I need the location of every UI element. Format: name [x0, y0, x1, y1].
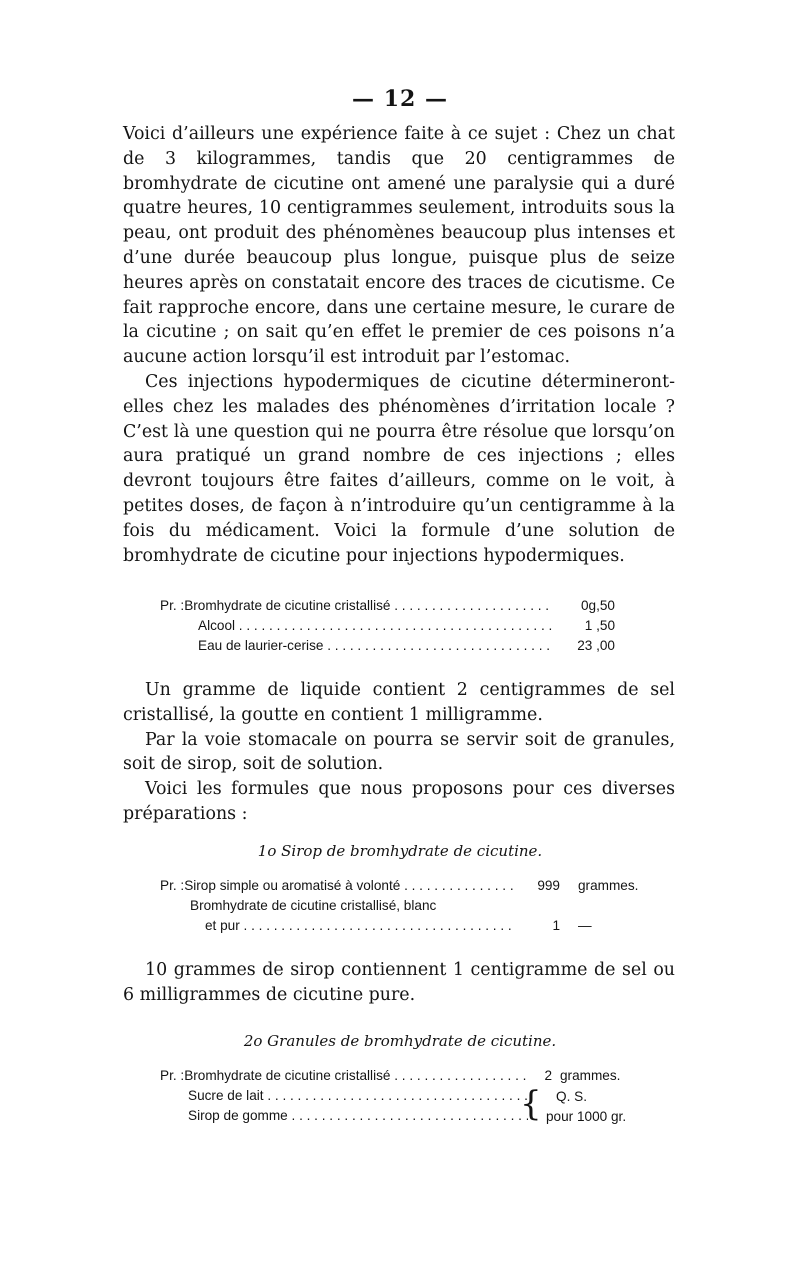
ingredient-unit: grammes.	[560, 1068, 621, 1083]
brace-quantities	[546, 1087, 641, 1127]
ingredient-unit: —	[578, 918, 592, 933]
ingredient-name: Sirop de gomme . . .	[188, 1106, 528, 1126]
formula-prefix: Pr. :	[160, 878, 185, 893]
ingredient-quantity: 1 ,50	[584, 618, 615, 633]
paragraph-formulas-intro: Voici les formules que nous proposons pour ces diverses préparations :	[123, 779, 675, 824]
paragraph-injections: Ces injections hypodermiques de cicutine détermineront-elles chez les malades des phénomènes d’irritation locale ? C’est là une question qui ne pourra être résolue que lorsqu’on aura pratiqué un grand nombre de ces injections ; elles devront toujours être faites d’ailleurs, comme on le voit, à petites doses, de façon à n’introduire qu’un centigramme à la fois du médicament. Voici la formule d’une solution de bromhydrate de cicutine pour injections hypodermiques.	[123, 371, 675, 566]
ingredient-name: Bromhydrate de cicutine cristallisé . . .	[184, 596, 553, 616]
ingredient-name: Bromhydrate de cicutine cristallisé, blanc	[190, 898, 437, 913]
ingredient-name: et pur . . .	[205, 916, 516, 936]
ingredient-name: Sucre de lait . . .	[188, 1086, 528, 1106]
brace-symbol: {	[520, 1084, 542, 1124]
paragraph-syrup-content: 10 grammes de sirop contiennent 1 centigramme de sel ou 6 milligrammes de cicutine pure.	[123, 960, 675, 1005]
heading-sirop: 1o Sirop de bromhydrate de cicutine.	[257, 842, 543, 860]
brace-line: Q. S.	[556, 1089, 587, 1104]
formula-prefix: Pr. :	[160, 1068, 185, 1083]
ingredient-name: Eau de laurier-cerise . . .	[198, 636, 553, 656]
ingredient-name: Alcool . . .	[198, 616, 553, 636]
ingredient-quantity: 0g,50	[580, 598, 615, 613]
formula-row	[160, 876, 640, 896]
paragraph-experience: Voici d’ailleurs une expérience faite à ce sujet : Chez un chat de 3 kilogrammes, tandis que 20 centigrammes de bromhydrate de cicutine ont amené une paralysie qui a duré quatre heures, 10 centigrammes seulement, introduits sous la peau, ont produit des phénomènes beaucoup plus intenses et d’une durée beaucoup plus longue, puisque plus de seize heures après on constatait encore des traces de cicutisme. Ce fait rapproche encore, dans une certaine mesure, le curare de la cicutine ; on sait qu’en effet le premier de ces poisons n’a aucune action lorsqu’il est introduit par l’estomac.	[123, 124, 675, 368]
formula-injection-solution	[160, 596, 615, 656]
paragraph-gram-liquid: Un gramme de liquide contient 2 centigrammes de sel cristallisé, la goutte en contient 1 milligramme.	[123, 680, 675, 725]
formula-prefix: Pr. :	[160, 598, 185, 613]
formula-row	[160, 1086, 528, 1106]
ingredient-name: Sirop simple ou aromatisé à volonté . . .	[184, 876, 516, 896]
ingredient-quantity: 2	[544, 1068, 552, 1083]
ingredient-name: Bromhydrate de cicutine cristallisé . . .	[184, 1066, 528, 1086]
ingredient-quantity: 1	[552, 918, 560, 933]
page-number: — 12 —	[352, 86, 448, 112]
body-text-top	[123, 122, 675, 568]
formula-row	[160, 1106, 528, 1126]
formula-row	[160, 596, 615, 616]
ingredient-unit: grammes.	[578, 878, 639, 893]
ingredient-quantity: 23 ,00	[577, 638, 615, 653]
formula-row	[160, 1066, 640, 1086]
ingredient-quantity: 999	[537, 878, 560, 893]
body-text-syrup	[123, 958, 675, 1008]
formula-row	[160, 616, 615, 636]
formula-row	[160, 896, 640, 916]
heading-granules: 2o Granules de bromhydrate de cicutine.	[243, 1032, 557, 1050]
paragraph-stomach-route: Par la voie stomacale on pourra se servir soit de granules, soit de sirop, soit de solution.	[123, 729, 675, 775]
formula-sirop	[160, 876, 640, 936]
body-text-middle	[123, 678, 675, 827]
brace-line: pour 1000 gr.	[546, 1109, 627, 1124]
formula-row	[160, 916, 640, 936]
formula-row	[160, 636, 615, 656]
